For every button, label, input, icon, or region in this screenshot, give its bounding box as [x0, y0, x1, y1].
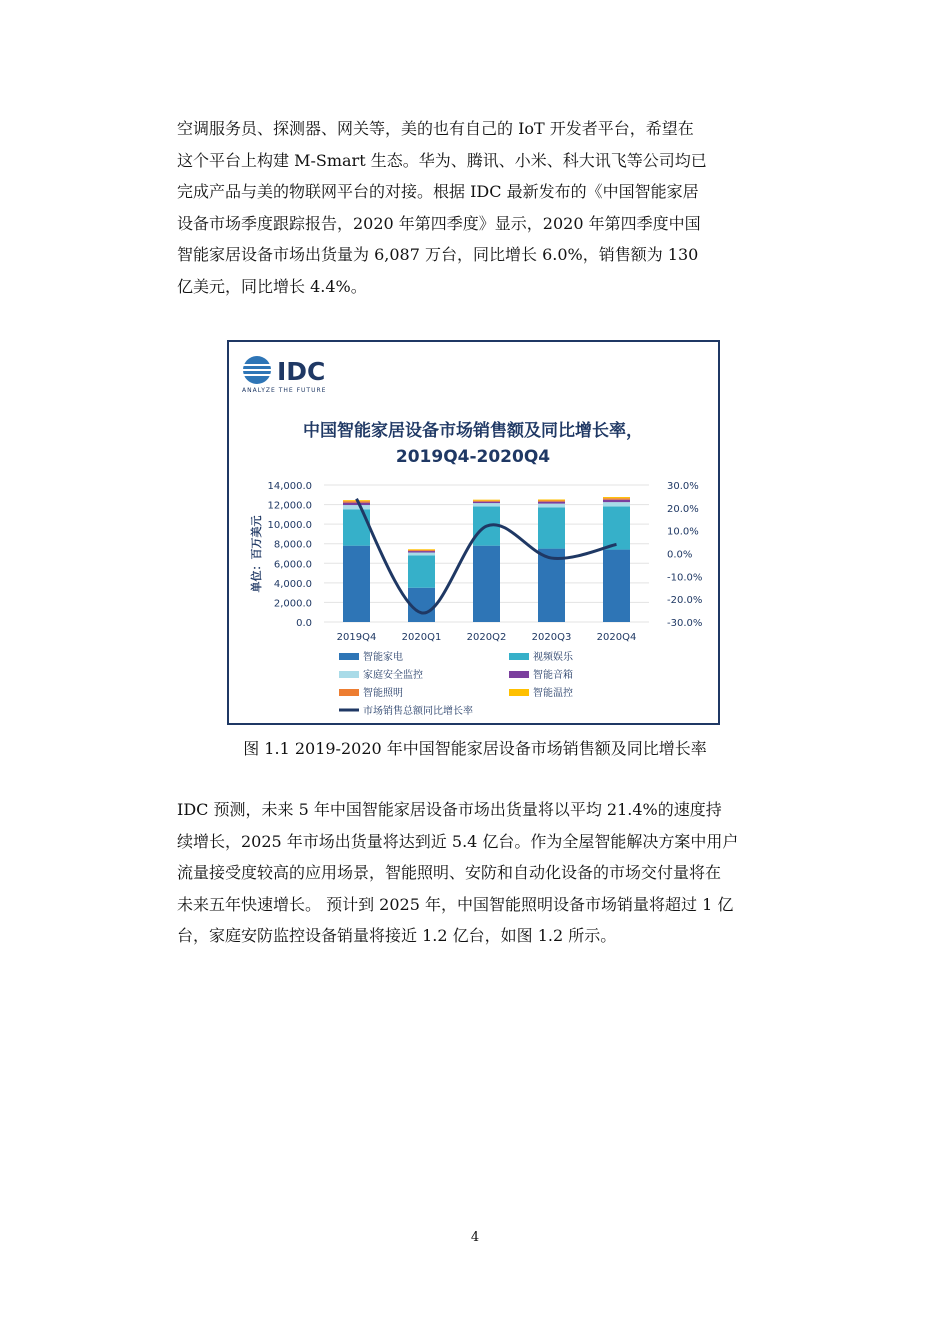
paragraph-line: 亿美元，同比增长 4.4%。	[177, 276, 367, 296]
bar-segment	[473, 500, 500, 501]
bar-segment	[473, 502, 500, 503]
bar-segment	[603, 497, 630, 498]
y-tick-label: 2,000.0	[273, 598, 312, 610]
y-tick-label: 6,000.0	[273, 559, 312, 571]
y-tick-label: 8,000.0	[273, 539, 312, 551]
sales-chart	[229, 342, 718, 723]
paragraph-line: 未来五年快速增长。 预计到 2025 年，中国智能照明设备市场销量将超过 1 亿	[177, 894, 734, 914]
logo-tagline: ANALYZE THE FUTURE	[242, 387, 327, 394]
page-number: 4	[470, 1230, 480, 1245]
idc-logo-icon	[241, 356, 273, 384]
chart-subtitle: 2019Q4-2020Q4	[395, 447, 551, 467]
bar-segment	[538, 499, 565, 500]
x-tick-label: 2019Q4	[336, 632, 377, 643]
bar-segment	[408, 553, 435, 556]
y-tick-label: 10,000.0	[267, 520, 312, 532]
logo-text: IDC	[277, 357, 326, 386]
bar-segment	[473, 503, 500, 506]
bar-segment	[538, 502, 565, 504]
bar-segment	[343, 503, 370, 505]
paragraph-line: 台，家庭安防监控设备销量将接近 1.2 亿台，如图 1.2 所示。	[177, 926, 617, 945]
paragraph-line: 续增长，2025 年市场出货量将达到近 5.4 亿台。作为全屋智能解决方案中用户	[177, 831, 739, 851]
y2-tick-label: -20.0%	[667, 595, 703, 607]
bar-segment	[473, 501, 500, 502]
bar-segment	[408, 549, 435, 550]
paragraph-line: IDC 预测，未来 5 年中国智能家居设备市场出货量将以平均 21.4%的速度持	[177, 800, 722, 819]
bar-segment	[538, 500, 565, 501]
bar-segment	[603, 550, 630, 622]
legend-swatch	[339, 689, 359, 696]
bar-segment	[603, 507, 630, 550]
bar-segment	[603, 500, 630, 502]
y2-tick-label: 10.0%	[667, 526, 699, 538]
paragraph-line: 智能家居设备市场出货量为 6,087 万台，同比增长 6.0%，销售额为 130	[177, 245, 699, 264]
y2-tick-label: 30.0%	[667, 481, 699, 492]
paragraph-line: 完成产品与美的物联网平台的对接。根据 IDC 最新发布的《中国智能家居	[177, 182, 699, 201]
legend-swatch	[509, 653, 529, 660]
bar-segment	[408, 555, 435, 587]
y2-tick-label: -10.0%	[667, 572, 703, 584]
paragraph-line: 流量接受度较高的应用场景，智能照明、安防和自动化设备的市场交付量将在	[177, 863, 722, 882]
legend-label: 智能温控	[533, 688, 573, 699]
y-tick-label: 14,000.0	[267, 481, 312, 492]
legend-label: 视频娱乐	[533, 652, 573, 663]
y-axis-label: 单位：百万美元	[250, 515, 263, 593]
paragraph-line: 设备市场季度跟踪报告，2020 年第四季度》显示，2020 年第四季度中国	[177, 213, 701, 233]
paragraph-2	[177, 794, 792, 952]
legend-swatch	[339, 671, 359, 678]
paragraph-line: 这个平台上构建 M-Smart 生态。华为、腾讯、小米、科大讯飞等公司均已	[177, 150, 707, 170]
x-tick-label: 2020Q2	[466, 632, 507, 643]
bar-segment	[408, 551, 435, 552]
y-tick-label: 12,000.0	[267, 500, 312, 512]
chart-title: 中国智能家居设备市场销售额及同比增长率，	[303, 421, 643, 441]
bar-segment	[538, 504, 565, 508]
y2-tick-label: 20.0%	[667, 503, 699, 515]
legend-swatch	[339, 653, 359, 660]
x-tick-label: 2020Q4	[596, 632, 637, 643]
legend-label: 智能照明	[363, 688, 403, 699]
bar-segment	[603, 502, 630, 506]
legend-label: 市场销售总额同比增长率	[363, 706, 473, 717]
bar-segment	[343, 505, 370, 509]
figure-caption: 图 1.1 2019-2020 年中国智能家居设备市场销售额及同比增长率	[243, 739, 707, 758]
x-tick-label: 2020Q1	[401, 632, 442, 643]
paragraph-1	[177, 113, 792, 302]
bar-segment	[343, 509, 370, 545]
legend-swatch	[509, 689, 529, 696]
legend-swatch	[509, 671, 529, 678]
legend-label: 智能家电	[363, 652, 403, 663]
bar-segment	[343, 546, 370, 622]
y2-tick-label: 0.0%	[667, 549, 693, 561]
y-tick-label: 4,000.0	[273, 578, 312, 590]
figure-chart	[227, 340, 720, 725]
legend-label: 家庭安全监控	[363, 670, 423, 681]
y-tick-label: 0.0	[296, 618, 312, 629]
bar-segment	[538, 508, 565, 549]
x-tick-label: 2020Q3	[531, 632, 572, 643]
y2-tick-label: -30.0%	[667, 618, 703, 629]
bar-segment	[603, 498, 630, 499]
bar-segment	[473, 546, 500, 622]
paragraph-line: 空调服务员、探测器、网关等，美的也有自己的 IoT 开发者平台，希望在	[177, 119, 694, 138]
bar-segment	[408, 550, 435, 551]
legend-label: 智能音箱	[533, 670, 573, 681]
